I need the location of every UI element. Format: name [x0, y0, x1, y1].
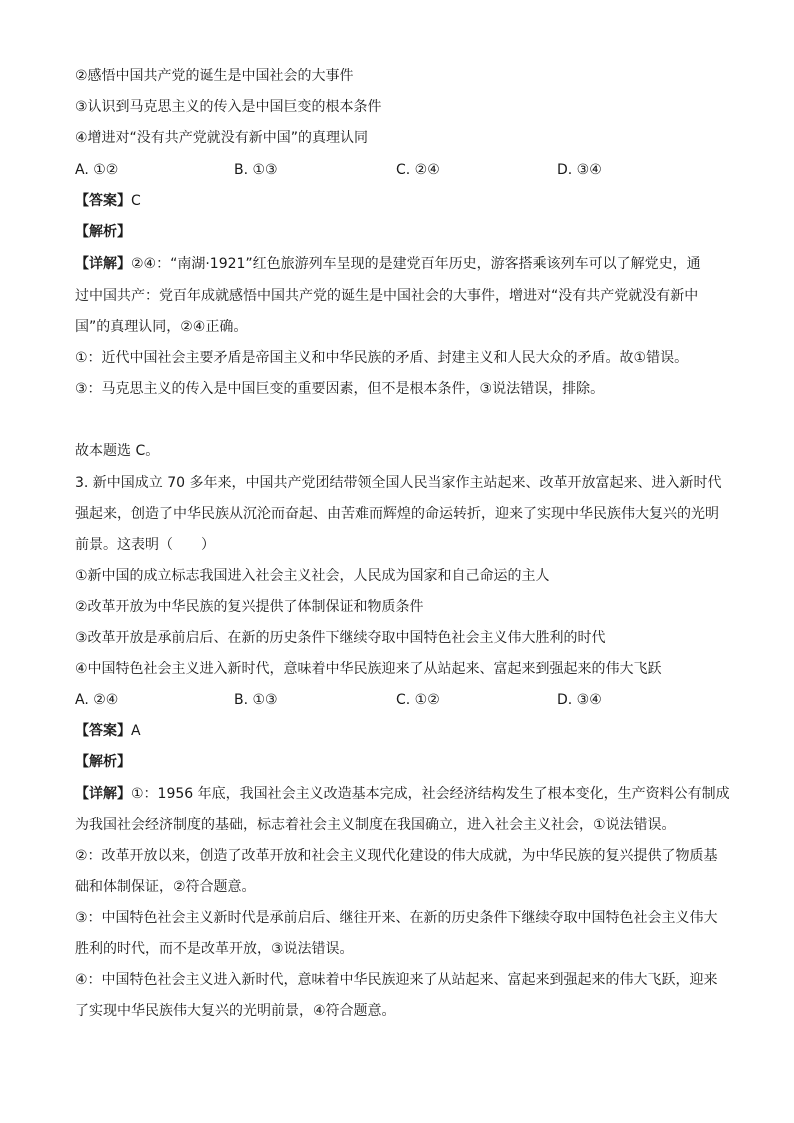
q2-statement-4: ④增进对“没有共产党就没有新中国”的真理认同: [75, 130, 369, 146]
q3-answer: [75, 721, 725, 741]
q2-answer: [75, 191, 725, 211]
q3-detail-line-8: 了实现中华民族伟大复兴的光明前景，④符合题意。: [75, 1003, 396, 1019]
q3-analysis-label: 【解析】: [75, 754, 131, 770]
q3-option-d: D. ③④: [557, 692, 602, 708]
q3-detail-line-4: 础和体制保证，②符合题意。: [75, 879, 256, 895]
q3-stem-line-2: 强起来，创造了中华民族从沉沦而奋起、由苦难而辉煌的命运转折，迎来了实现中华民族伟大复兴的光明: [75, 506, 719, 522]
q3-stem-line-3: 前景。这表明（ ）: [75, 537, 215, 553]
q3-detail-line-6: 胜利的时代，而不是改革开放，③说法错误。: [75, 941, 354, 957]
q2-analysis-label: 【解析】: [75, 224, 131, 240]
q3-detail-line-1: [75, 784, 730, 804]
q3-detail-label: 【详解】: [75, 786, 131, 802]
q3-statement-1: ①新中国的成立标志我国进入社会主义社会，人民成为国家和自己命运的主人: [75, 568, 550, 584]
q2-statement-2: ②感悟中国共产党的诞生是中国社会的大事件: [75, 68, 354, 84]
q2-conclusion: 故本题选 C。: [75, 443, 160, 459]
q2-detail-line-4: ①：近代中国社会主要矛盾是帝国主义和中华民族的矛盾、封建主义和人民大众的矛盾。故①错误。: [75, 350, 689, 366]
q2-detail-line-5: ③：马克思主义的传入是中国巨变的重要因素，但不是根本条件，③说法错误，排除。: [75, 381, 605, 397]
q3-statement-2: ②改革开放为中华民族的复兴提供了体制保证和物质条件: [75, 599, 424, 615]
q2-option-a: A. ①②: [75, 162, 119, 178]
q3-stem-line-1: 3. 新中国成立 70 多年来，中国共产党团结带领全国人民当家作主站起来、改革开放富起来、进入新时代: [75, 475, 722, 491]
q3-option-b: B. ①③: [234, 692, 278, 708]
q2-answer-value: C: [131, 193, 141, 209]
q2-option-b: B. ①③: [234, 162, 278, 178]
q2-option-c: C. ②④: [396, 162, 440, 178]
q3-detail-line-5: ③：中国特色社会主义新时代是承前启后、继往开来、在新的历史条件下继续夺取中国特色社会主义伟大: [75, 910, 718, 926]
q3-answer-value: A: [131, 723, 141, 739]
q3-statement-4: ④中国特色社会主义进入新时代，意味着中华民族迎来了从站起来、富起来到强起来的伟大飞跃: [75, 661, 662, 677]
q3-statement-3: ③改革开放是承前启后、在新的历史条件下继续夺取中国特色社会主义伟大胜利的时代: [75, 630, 606, 646]
q2-answer-label: 【答案】: [75, 193, 131, 209]
q3-detail-text-1: ①：1956 年底，我国社会主义改造基本完成，社会经济结构发生了根本变化，生产资料公有制成: [131, 786, 730, 802]
q2-option-d: D. ③④: [557, 162, 602, 178]
q2-statement-3: ③认识到马克思主义的传入是中国巨变的根本条件: [75, 99, 382, 115]
q3-detail-line-7: ④：中国特色社会主义进入新时代，意味着中华民族迎来了从站起来、富起来到强起来的伟大飞跃，迎来: [75, 972, 718, 988]
q3-option-a: A. ②④: [75, 692, 119, 708]
q2-detail-text-1: ②④：“南湖·1921”红色旅游列车呈现的是建党百年历史，游客搭乘该列车可以了解党史，通: [131, 256, 701, 272]
q2-detail-label: 【详解】: [75, 256, 131, 272]
q3-detail-line-3: ②：改革开放以来，创造了改革开放和社会主义现代化建设的伟大成就，为中华民族的复兴提供了物质基: [75, 848, 718, 864]
q2-detail-line-2: 过中国共产：党百年成就感悟中国共产党的诞生是中国社会的大事件，增进对“没有共产党就没有新中: [75, 288, 699, 304]
q3-detail-line-2: 为我国社会经济制度的基础，标志着社会主义制度在我国确立，进入社会主义社会，①说法错误。: [75, 817, 676, 833]
q2-detail-line-3: 国”的真理认同，②④正确。: [75, 319, 248, 335]
q3-option-c: C. ①②: [396, 692, 440, 708]
q2-detail-line-1: [75, 254, 725, 274]
q3-answer-label: 【答案】: [75, 723, 131, 739]
